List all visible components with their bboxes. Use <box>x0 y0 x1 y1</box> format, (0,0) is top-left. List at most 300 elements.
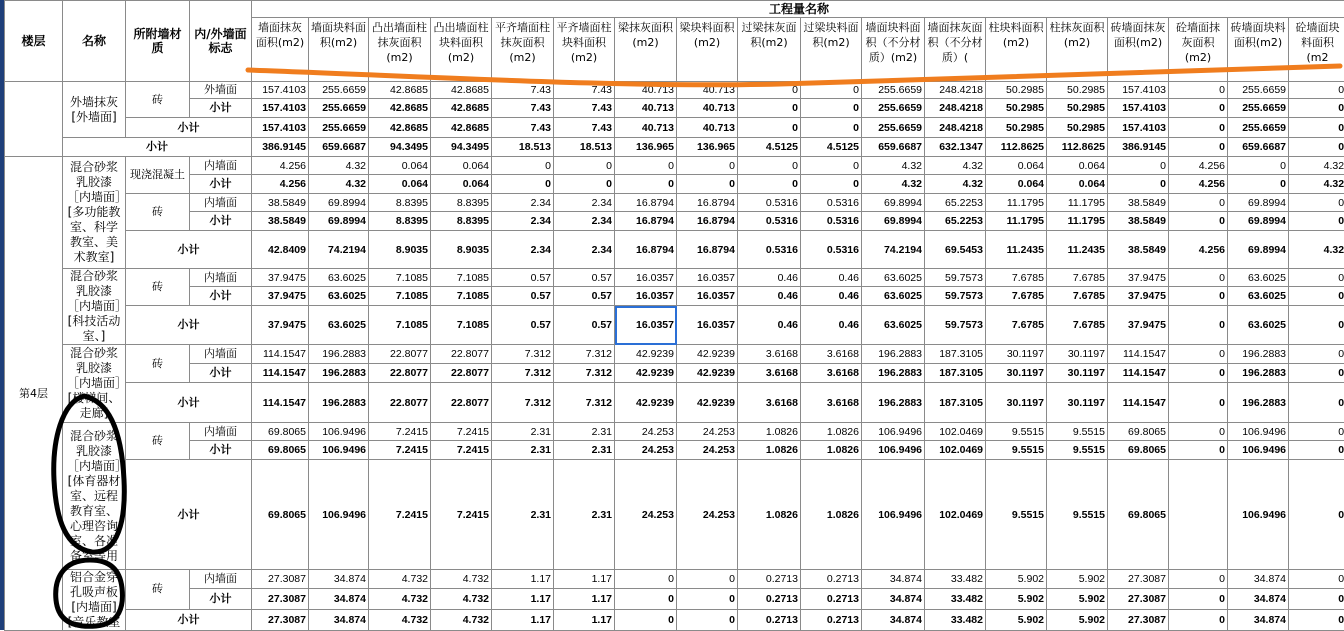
value-cell[interactable]: 0 <box>738 118 801 138</box>
value-cell[interactable]: 0 <box>1289 423 1344 441</box>
value-cell[interactable]: 69.8065 <box>252 423 309 441</box>
column-header[interactable]: 墙面块料面积（不分材质）(m2) <box>862 18 925 82</box>
value-cell[interactable]: 0 <box>1289 269 1344 287</box>
value-cell[interactable]: 7.2415 <box>369 441 431 460</box>
value-cell[interactable]: 8.8395 <box>431 194 492 212</box>
value-cell[interactable]: 11.1795 <box>1047 212 1108 231</box>
value-cell[interactable]: 42.8685 <box>431 82 492 99</box>
value-cell[interactable]: 74.2194 <box>862 231 925 269</box>
value-cell[interactable]: 34.874 <box>862 589 925 609</box>
value-cell[interactable]: 22.8077 <box>431 364 492 383</box>
value-cell[interactable]: 40.713 <box>677 82 738 99</box>
value-cell[interactable]: 0.5316 <box>801 194 862 212</box>
wall-material[interactable]: 砖 <box>126 269 190 306</box>
value-cell[interactable]: 69.8065 <box>252 460 309 570</box>
value-cell[interactable]: 2.31 <box>492 460 554 570</box>
value-cell[interactable]: 69.8065 <box>1108 441 1169 460</box>
value-cell[interactable]: 50.2985 <box>986 82 1047 99</box>
value-cell[interactable]: 106.9496 <box>309 441 369 460</box>
value-cell[interactable]: 106.9496 <box>1228 441 1289 460</box>
value-cell[interactable]: 11.1795 <box>986 212 1047 231</box>
value-cell[interactable]: 0.57 <box>492 306 554 345</box>
column-header[interactable]: 柱块料面积(m2) <box>986 18 1047 82</box>
side-flag[interactable]: 外墙面 <box>190 82 252 99</box>
value-cell[interactable]: 38.5849 <box>1108 231 1169 269</box>
value-cell[interactable]: 30.1197 <box>1047 345 1108 364</box>
value-cell[interactable]: 248.4218 <box>925 99 986 118</box>
value-cell[interactable]: 0.064 <box>431 157 492 175</box>
value-cell[interactable]: 0 <box>1108 175 1169 194</box>
value-cell[interactable]: 196.2883 <box>309 364 369 383</box>
value-cell[interactable]: 0.064 <box>369 157 431 175</box>
value-cell[interactable]: 0.2713 <box>801 570 862 589</box>
value-cell[interactable]: 255.6659 <box>862 82 925 99</box>
value-cell[interactable]: 16.8794 <box>677 231 738 269</box>
value-cell[interactable]: 7.312 <box>492 364 554 383</box>
value-cell[interactable]: 196.2883 <box>309 345 369 364</box>
value-cell[interactable]: 0 <box>677 157 738 175</box>
value-cell[interactable]: 69.8994 <box>862 194 925 212</box>
value-cell[interactable]: 196.2883 <box>862 383 925 423</box>
value-cell[interactable]: 7.1085 <box>369 287 431 306</box>
value-cell[interactable]: 37.9475 <box>252 306 309 345</box>
value-cell[interactable]: 7.43 <box>554 118 615 138</box>
value-cell[interactable]: 38.5849 <box>1108 194 1169 212</box>
selected-cell[interactable]: 16.0357 <box>615 306 677 345</box>
value-cell[interactable]: 0 <box>1289 589 1344 609</box>
value-cell[interactable]: 63.6025 <box>862 287 925 306</box>
value-cell[interactable]: 0 <box>1289 212 1344 231</box>
value-cell[interactable]: 0 <box>1289 383 1344 423</box>
value-cell[interactable]: 9.5515 <box>1047 441 1108 460</box>
value-cell[interactable]: 8.8395 <box>369 212 431 231</box>
value-cell[interactable]: 59.7573 <box>925 269 986 287</box>
group-name[interactable]: 铝合金穿孔吸声板[内墙面][音乐教室 <box>63 570 126 631</box>
value-cell[interactable]: 0 <box>554 157 615 175</box>
value-cell[interactable]: 114.1547 <box>252 345 309 364</box>
value-cell[interactable]: 0 <box>1169 441 1228 460</box>
value-cell[interactable]: 0 <box>1169 364 1228 383</box>
value-cell[interactable]: 0 <box>801 118 862 138</box>
value-cell[interactable]: 106.9496 <box>1228 423 1289 441</box>
value-cell[interactable]: 1.0826 <box>738 460 801 570</box>
value-cell[interactable]: 50.2985 <box>1047 99 1108 118</box>
value-cell[interactable]: 65.2253 <box>925 194 986 212</box>
value-cell[interactable]: 0 <box>1289 441 1344 460</box>
value-cell[interactable]: 2.31 <box>492 423 554 441</box>
value-cell[interactable]: 114.1547 <box>1108 383 1169 423</box>
value-cell[interactable]: 4.5125 <box>801 138 862 157</box>
value-cell[interactable]: 69.5453 <box>925 231 986 269</box>
value-cell[interactable]: 0 <box>1169 118 1228 138</box>
value-cell[interactable]: 0.46 <box>738 306 801 345</box>
value-cell[interactable]: 386.9145 <box>252 138 309 157</box>
value-cell[interactable]: 42.8685 <box>369 118 431 138</box>
value-cell[interactable]: 30.1197 <box>986 345 1047 364</box>
value-cell[interactable]: 0.064 <box>1047 157 1108 175</box>
value-cell[interactable]: 5.902 <box>986 589 1047 609</box>
value-cell[interactable]: 94.3495 <box>431 138 492 157</box>
value-cell[interactable]: 9.5515 <box>986 441 1047 460</box>
value-cell[interactable]: 69.8994 <box>309 212 369 231</box>
value-cell[interactable]: 0 <box>1169 99 1228 118</box>
value-cell[interactable]: 7.6785 <box>986 306 1047 345</box>
value-cell[interactable]: 42.9239 <box>677 345 738 364</box>
value-cell[interactable]: 4.732 <box>369 589 431 609</box>
value-cell[interactable]: 0 <box>615 570 677 589</box>
value-cell[interactable]: 5.902 <box>986 609 1047 630</box>
value-cell[interactable]: 0 <box>1289 118 1344 138</box>
value-cell[interactable]: 59.7573 <box>925 306 986 345</box>
subtotal-label[interactable]: 小计 <box>190 212 252 231</box>
value-cell[interactable]: 7.43 <box>554 99 615 118</box>
value-cell[interactable]: 0 <box>738 175 801 194</box>
value-cell[interactable]: 0.46 <box>801 269 862 287</box>
value-cell[interactable]: 0.46 <box>738 287 801 306</box>
value-cell[interactable]: 24.253 <box>615 460 677 570</box>
value-cell[interactable]: 1.0826 <box>801 423 862 441</box>
value-cell[interactable]: 50.2985 <box>986 118 1047 138</box>
value-cell[interactable]: 4.32 <box>1289 157 1344 175</box>
value-cell[interactable]: 7.1085 <box>431 269 492 287</box>
value-cell[interactable]: 4.32 <box>309 175 369 194</box>
value-cell[interactable]: 157.4103 <box>1108 82 1169 99</box>
value-cell[interactable]: 0 <box>677 175 738 194</box>
value-cell[interactable]: 4.32 <box>862 157 925 175</box>
group-name[interactable]: 混合砂浆乳胶漆［内墙面］[多功能教室、科学教室、美术教室] <box>63 157 126 269</box>
value-cell[interactable]: 63.6025 <box>862 306 925 345</box>
value-cell[interactable]: 16.8794 <box>615 212 677 231</box>
value-cell[interactable]: 0.5316 <box>801 231 862 269</box>
value-cell[interactable]: 37.9475 <box>1108 306 1169 345</box>
value-cell[interactable]: 18.513 <box>554 138 615 157</box>
value-cell[interactable]: 34.874 <box>309 570 369 589</box>
value-cell[interactable]: 50.2985 <box>1047 118 1108 138</box>
value-cell[interactable]: 7.6785 <box>1047 269 1108 287</box>
value-cell[interactable]: 0 <box>1169 82 1228 99</box>
value-cell[interactable]: 7.43 <box>492 82 554 99</box>
column-header[interactable]: 过梁抹灰面积(m2) <box>738 18 801 82</box>
value-cell[interactable]: 22.8077 <box>431 383 492 423</box>
value-cell[interactable]: 2.34 <box>554 231 615 269</box>
subtotal-label[interactable]: 小计 <box>126 460 252 570</box>
value-cell[interactable]: 63.6025 <box>309 269 369 287</box>
value-cell[interactable]: 114.1547 <box>252 383 309 423</box>
subtotal-label[interactable]: 小计 <box>63 138 252 157</box>
value-cell[interactable]: 1.17 <box>554 589 615 609</box>
value-cell[interactable]: 157.4103 <box>1108 99 1169 118</box>
value-cell[interactable]: 659.6687 <box>862 138 925 157</box>
value-cell[interactable]: 7.6785 <box>1047 287 1108 306</box>
value-cell[interactable]: 0.5316 <box>801 212 862 231</box>
value-cell[interactable]: 0.064 <box>369 175 431 194</box>
value-cell[interactable]: 8.8395 <box>431 212 492 231</box>
value-cell[interactable]: 16.0357 <box>677 269 738 287</box>
value-cell[interactable]: 69.8994 <box>862 212 925 231</box>
value-cell[interactable]: 34.874 <box>1228 589 1289 609</box>
value-cell[interactable]: 63.6025 <box>862 269 925 287</box>
value-cell[interactable]: 3.6168 <box>801 345 862 364</box>
value-cell[interactable]: 196.2883 <box>1228 364 1289 383</box>
side-flag[interactable]: 内墙面 <box>190 345 252 364</box>
value-cell[interactable]: 0 <box>1169 383 1228 423</box>
value-cell[interactable]: 0.064 <box>986 175 1047 194</box>
column-header[interactable]: 柱抹灰面积(m2) <box>1047 18 1108 82</box>
value-cell[interactable]: 3.6168 <box>738 364 801 383</box>
value-cell[interactable]: 16.8794 <box>615 194 677 212</box>
value-cell[interactable]: 102.0469 <box>925 460 986 570</box>
value-cell[interactable]: 0 <box>1289 570 1344 589</box>
value-cell[interactable]: 0 <box>801 175 862 194</box>
column-header[interactable]: 梁抹灰面积(m2) <box>615 18 677 82</box>
column-header[interactable]: 平齐墙面柱抹灰面积(m2) <box>492 18 554 82</box>
value-cell[interactable]: 7.2415 <box>369 423 431 441</box>
value-cell[interactable]: 4.732 <box>369 570 431 589</box>
value-cell[interactable]: 386.9145 <box>1108 138 1169 157</box>
value-cell[interactable]: 0 <box>615 609 677 630</box>
value-cell[interactable]: 157.4103 <box>252 82 309 99</box>
value-cell[interactable]: 33.482 <box>925 589 986 609</box>
value-cell[interactable]: 7.1085 <box>369 306 431 345</box>
value-cell[interactable]: 196.2883 <box>1228 345 1289 364</box>
value-cell[interactable]: 255.6659 <box>862 99 925 118</box>
value-cell[interactable]: 42.9239 <box>615 383 677 423</box>
value-cell[interactable]: 16.0357 <box>677 306 738 345</box>
value-cell[interactable]: 22.8077 <box>431 345 492 364</box>
value-cell[interactable]: 106.9496 <box>309 423 369 441</box>
value-cell[interactable]: 30.1197 <box>1047 383 1108 423</box>
value-cell[interactable]: 0 <box>1289 364 1344 383</box>
value-cell[interactable]: 2.34 <box>554 212 615 231</box>
value-cell[interactable]: 8.9035 <box>431 231 492 269</box>
column-header[interactable]: 过梁块料面积(m2) <box>801 18 862 82</box>
value-cell[interactable]: 0 <box>1289 287 1344 306</box>
value-cell[interactable]: 30.1197 <box>986 383 1047 423</box>
group-name[interactable]: 混合砂浆乳胶漆［内墙面］[体育器材室、远程教育室、心理咨询室、各准备室等用 <box>63 423 126 570</box>
value-cell[interactable]: 0.57 <box>554 287 615 306</box>
column-header[interactable]: 砖墙面块料面积(m2) <box>1228 18 1289 82</box>
value-cell[interactable]: 0 <box>492 175 554 194</box>
value-cell[interactable]: 0 <box>1228 175 1289 194</box>
value-cell[interactable]: 255.6659 <box>1228 82 1289 99</box>
value-cell[interactable]: 27.3087 <box>1108 609 1169 630</box>
value-cell[interactable]: 0.064 <box>431 175 492 194</box>
value-cell[interactable]: 114.1547 <box>1108 364 1169 383</box>
value-cell[interactable]: 24.253 <box>677 460 738 570</box>
value-cell[interactable]: 4.32 <box>1289 231 1344 269</box>
value-cell[interactable]: 42.9239 <box>677 364 738 383</box>
value-cell[interactable]: 0 <box>615 175 677 194</box>
value-cell[interactable]: 136.965 <box>615 138 677 157</box>
value-cell[interactable]: 0 <box>1169 570 1228 589</box>
value-cell[interactable]: 27.3087 <box>1108 570 1169 589</box>
value-cell[interactable]: 27.3087 <box>1108 589 1169 609</box>
value-cell[interactable]: 63.6025 <box>309 306 369 345</box>
side-flag[interactable]: 内墙面 <box>190 194 252 212</box>
value-cell[interactable]: 34.874 <box>1228 609 1289 630</box>
value-cell[interactable]: 0.5316 <box>738 231 801 269</box>
value-cell[interactable]: 63.6025 <box>1228 269 1289 287</box>
value-cell[interactable]: 7.2415 <box>431 460 492 570</box>
value-cell[interactable]: 7.2415 <box>431 423 492 441</box>
floor-cell[interactable] <box>5 82 63 157</box>
value-cell[interactable]: 34.874 <box>862 609 925 630</box>
value-cell[interactable]: 22.8077 <box>369 345 431 364</box>
value-cell[interactable]: 4.32 <box>1289 175 1344 194</box>
value-cell[interactable]: 112.8625 <box>986 138 1047 157</box>
value-cell[interactable]: 40.713 <box>615 99 677 118</box>
value-cell[interactable]: 22.8077 <box>369 383 431 423</box>
value-cell[interactable]: 0 <box>1169 194 1228 212</box>
value-cell[interactable]: 0.57 <box>492 269 554 287</box>
value-cell[interactable]: 187.3105 <box>925 345 986 364</box>
value-cell[interactable]: 7.312 <box>492 383 554 423</box>
value-cell[interactable]: 38.5849 <box>252 194 309 212</box>
value-cell[interactable]: 3.6168 <box>738 345 801 364</box>
value-cell[interactable]: 1.17 <box>554 609 615 630</box>
subtotal-label[interactable]: 小计 <box>126 231 252 269</box>
value-cell[interactable]: 0 <box>1289 460 1344 570</box>
value-cell[interactable]: 24.253 <box>677 441 738 460</box>
value-cell[interactable]: 30.1197 <box>986 364 1047 383</box>
value-cell[interactable]: 1.0826 <box>801 460 862 570</box>
value-cell[interactable]: 196.2883 <box>1228 383 1289 423</box>
value-cell[interactable]: 0 <box>801 82 862 99</box>
value-cell[interactable]: 42.8409 <box>252 231 309 269</box>
value-cell[interactable]: 65.2253 <box>925 212 986 231</box>
value-cell[interactable]: 63.6025 <box>1228 306 1289 345</box>
value-cell[interactable]: 94.3495 <box>369 138 431 157</box>
value-cell[interactable]: 7.1085 <box>369 269 431 287</box>
value-cell[interactable]: 38.5849 <box>252 212 309 231</box>
value-cell[interactable]: 7.312 <box>554 345 615 364</box>
value-cell[interactable]: 102.0469 <box>925 423 986 441</box>
value-cell[interactable]: 0 <box>1169 609 1228 630</box>
value-cell[interactable]: 9.5515 <box>986 460 1047 570</box>
subtotal-label[interactable]: 小计 <box>190 287 252 306</box>
value-cell[interactable]: 22.8077 <box>369 364 431 383</box>
value-cell[interactable]: 0.064 <box>1047 175 1108 194</box>
value-cell[interactable]: 112.8625 <box>1047 138 1108 157</box>
header-name[interactable]: 名称 <box>63 1 126 82</box>
value-cell[interactable]: 33.482 <box>925 609 986 630</box>
value-cell[interactable]: 255.6659 <box>309 82 369 99</box>
value-cell[interactable]: 248.4218 <box>925 118 986 138</box>
value-cell[interactable]: 69.8994 <box>309 194 369 212</box>
value-cell[interactable]: 0 <box>1289 306 1344 345</box>
value-cell[interactable]: 1.17 <box>554 570 615 589</box>
value-cell[interactable]: 30.1197 <box>1047 364 1108 383</box>
value-cell[interactable]: 106.9496 <box>309 460 369 570</box>
value-cell[interactable]: 102.0469 <box>925 441 986 460</box>
value-cell[interactable]: 255.6659 <box>1228 118 1289 138</box>
value-cell[interactable]: 4.256 <box>1169 175 1228 194</box>
value-cell[interactable]: 37.9475 <box>1108 287 1169 306</box>
value-cell[interactable]: 7.2415 <box>431 441 492 460</box>
value-cell[interactable]: 0 <box>1289 345 1344 364</box>
value-cell[interactable]: 0.46 <box>738 269 801 287</box>
value-cell[interactable]: 24.253 <box>677 423 738 441</box>
value-cell[interactable]: 7.43 <box>492 118 554 138</box>
value-cell[interactable]: 42.8685 <box>431 99 492 118</box>
value-cell[interactable]: 0.2713 <box>738 589 801 609</box>
value-cell[interactable]: 0 <box>677 609 738 630</box>
value-cell[interactable]: 2.31 <box>554 441 615 460</box>
column-header[interactable]: 凸出墙面柱块料面积(m2) <box>431 18 492 82</box>
value-cell[interactable]: 0 <box>1289 82 1344 99</box>
group-name[interactable]: 外墙抹灰[外墙面] <box>63 82 126 138</box>
side-flag[interactable]: 内墙面 <box>190 269 252 287</box>
value-cell[interactable]: 2.34 <box>492 231 554 269</box>
value-cell[interactable]: 16.0357 <box>615 269 677 287</box>
wall-material[interactable]: 砖 <box>126 345 190 383</box>
value-cell[interactable]: 42.9239 <box>677 383 738 423</box>
value-cell[interactable]: 7.312 <box>554 364 615 383</box>
value-cell[interactable]: 1.0826 <box>738 423 801 441</box>
value-cell[interactable]: 4.32 <box>309 157 369 175</box>
value-cell[interactable]: 2.31 <box>554 423 615 441</box>
value-cell[interactable]: 34.874 <box>1228 570 1289 589</box>
value-cell[interactable]: 0 <box>1169 212 1228 231</box>
value-cell[interactable]: 659.6687 <box>1228 138 1289 157</box>
value-cell[interactable]: 255.6659 <box>309 99 369 118</box>
value-cell[interactable]: 136.965 <box>677 138 738 157</box>
value-cell[interactable]: 0 <box>1169 138 1228 157</box>
value-cell[interactable]: 42.9239 <box>615 345 677 364</box>
subtotal-label[interactable]: 小计 <box>126 118 252 138</box>
value-cell[interactable]: 4.256 <box>252 157 309 175</box>
value-cell[interactable]: 0 <box>615 157 677 175</box>
value-cell[interactable]: 4.256 <box>252 175 309 194</box>
column-header[interactable]: 梁块料面积(m2) <box>677 18 738 82</box>
value-cell[interactable]: 114.1547 <box>252 364 309 383</box>
value-cell[interactable]: 33.482 <box>925 570 986 589</box>
value-cell[interactable]: 7.312 <box>554 383 615 423</box>
value-cell[interactable]: 4.256 <box>1169 231 1228 269</box>
header-side-flag[interactable]: 内/外墙面标志 <box>190 1 252 82</box>
value-cell[interactable]: 0 <box>1289 99 1344 118</box>
value-cell[interactable]: 40.713 <box>615 82 677 99</box>
subtotal-label[interactable]: 小计 <box>126 306 252 345</box>
value-cell[interactable]: 1.0826 <box>738 441 801 460</box>
value-cell[interactable]: 187.3105 <box>925 383 986 423</box>
side-flag[interactable]: 内墙面 <box>190 157 252 175</box>
value-cell[interactable]: 11.1795 <box>986 194 1047 212</box>
value-cell[interactable]: 0 <box>1289 609 1344 630</box>
value-cell[interactable]: 1.0826 <box>801 441 862 460</box>
value-cell[interactable]: 50.2985 <box>986 99 1047 118</box>
value-cell[interactable]: 8.9035 <box>369 231 431 269</box>
value-cell[interactable]: 0 <box>677 589 738 609</box>
value-cell[interactable]: 0.46 <box>801 287 862 306</box>
value-cell[interactable]: 0.2713 <box>738 570 801 589</box>
value-cell[interactable]: 24.253 <box>615 423 677 441</box>
value-cell[interactable]: 0 <box>615 589 677 609</box>
value-cell[interactable]: 5.902 <box>1047 609 1108 630</box>
value-cell[interactable]: 0.5316 <box>738 194 801 212</box>
value-cell[interactable]: 9.5515 <box>1047 423 1108 441</box>
value-cell[interactable]: 7.6785 <box>1047 306 1108 345</box>
value-cell[interactable]: 37.9475 <box>1108 269 1169 287</box>
value-cell[interactable]: 0 <box>1169 287 1228 306</box>
value-cell[interactable]: 40.713 <box>677 99 738 118</box>
value-cell[interactable]: 7.6785 <box>986 269 1047 287</box>
value-cell[interactable]: 16.0357 <box>677 287 738 306</box>
value-cell[interactable]: 69.8065 <box>1108 460 1169 570</box>
subtotal-label[interactable]: 小计 <box>190 589 252 609</box>
value-cell[interactable]: 4.32 <box>862 175 925 194</box>
column-header[interactable]: 墙面块料面积(m2) <box>309 18 369 82</box>
